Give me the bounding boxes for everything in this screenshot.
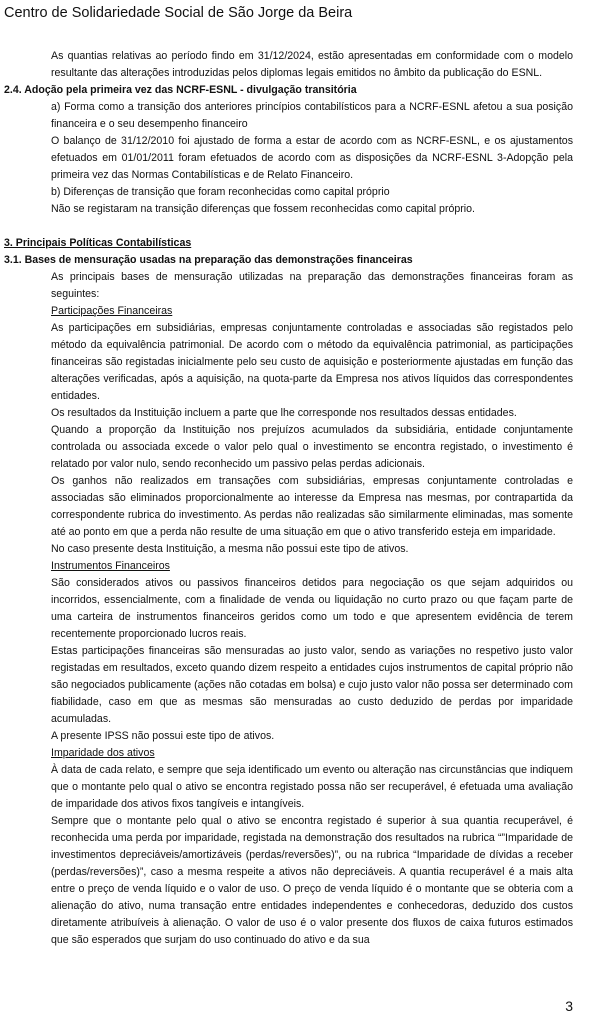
- intro-paragraph: As quantias relativas ao período findo em 31/12/2024, estão apresentadas em conformidade com o modelo resultante das alterações introduzidas pelos diplomas legais emitidos no âmbito da publicação do ESNL.: [51, 50, 573, 79]
- section-3-1-heading: 3.1. Bases de mensuração usadas na preparação das demonstrações financeiras: [4, 254, 413, 266]
- participacoes-paragraph-1: As participações em subsidiárias, empresas conjuntamente controladas e associadas são registados pelo método da equivalência patrimonial. De acordo com o método da equivalência patrimonial, as participações financeiras são registadas inicialmente pelo seu custo de aquisição e posteriormente ajustadas em função das alterações verificadas, após a aquisição, na quota-parte da Empresa nos ativos líquidos das correspondentes entidades.: [51, 322, 573, 402]
- instrumentos-paragraph-2: Estas participações financeiras são mensuradas ao justo valor, sendo as variações no respetivo justo valor registadas em resultados, exceto quando dizem respeito a entidades cujos instrumentos de capital próprio não são negociados publicamente (ações não cotadas em bolsa) e cujo justo valor não possa ser determinado com fiabilidade, caso em que as mesmas são mensuradas ao custo deduzido de perdas por imparidade acumuladas.: [51, 645, 573, 725]
- subheading-instrumentos: Instrumentos Financeiros: [51, 560, 170, 572]
- section-2-4-heading: 2.4. Adoção pela primeira vez das NCRF-ESNL - divulgação transitória: [4, 84, 357, 96]
- subheading-imparidade: Imparidade dos ativos: [51, 747, 155, 759]
- participacoes-paragraph-2: Os resultados da Instituição incluem a parte que lhe corresponde nos resultados dessas entidades.: [51, 407, 517, 419]
- transition-paragraph-a: a) Forma como a transição dos anteriores princípios contabilísticos para a NCRF-ESNL afetou a sua posição financeira e o seu desempenho financeiro: [51, 101, 573, 130]
- participacoes-paragraph-5: No caso presente desta Instituição, a mesma não possui este tipo de ativos.: [51, 543, 409, 555]
- subheading-participacoes: Participações Financeiras: [51, 305, 173, 317]
- page-header-title: Centro de Solidariedade Social de São Jorge da Beira: [4, 5, 353, 21]
- section-spacer: [0, 218, 596, 235]
- no-differences-paragraph: Não se registaram na transição diferenças que fossem reconhecidas como capital próprio.: [51, 203, 475, 215]
- intro-block: [51, 48, 573, 82]
- section-3-heading: 3. Principais Políticas Contabilísticas: [4, 237, 192, 249]
- participacoes-paragraph-4: Os ganhos não realizados em transações com subsidiárias, empresas conjuntamente controladas e associadas são eliminados proporcionalmente ao interesse da Empresa nas mesmas, por contrapartida da correspondente rubrica do investimento. As perdas não realizadas são similarmente eliminadas, mas somente até ao ponto em que a perda não resulte de uma situação em que o ativo transferido esteja em imparidade.: [51, 475, 573, 538]
- section-2-4-body: [51, 99, 573, 218]
- imparidade-paragraph-1: À data de cada relato, e sempre que seja identificado um evento ou alteração nas circunstâncias que indiquem que o montante pelo qual o ativo se encontra registado possa não ser recuperável, é efetuada uma avaliação de imparidade dos ativos fixos tangíveis e intangíveis.: [51, 764, 573, 810]
- transition-paragraph-b: b) Diferenças de transição que foram reconhecidas como capital próprio: [51, 186, 390, 198]
- imparidade-paragraph-2: Sempre que o montante pelo qual o ativo se encontra registado é superior à sua quantia recuperável, é reconhecida uma perda por imparidade, registada na demonstração dos resultados na rubrica “”Imparidade de investimentos depreciáveis/amortizáveis (perdas/reversões)”, ou na rubrica “Imparidade de dívidas a receber (perdas/reversões)”, caso a mesma respeite a ativos não depreciáveis. A quantia recuperável é a mais alta entre o preço de venda líquido e o valor de uso. O preço de venda líquido é o montante que se obteria com a alienação do ativo, numa transação entre entidades independentes e conhecedoras, deduzido dos custos diretamente atribuíveis à alienação. O valor de uso é o valor presente dos fluxos de caixa futuros estimados que são esperados que surjam do uso continuado do ativo e da sua: [51, 815, 573, 946]
- instrumentos-paragraph-3: A presente IPSS não possui este tipo de ativos.: [51, 730, 275, 742]
- measurement-intro: As principais bases de mensuração utilizadas na preparação das demonstrações financeiras foram as seguintes:: [51, 271, 573, 300]
- instrumentos-paragraph-1: São considerados ativos ou passivos financeiros detidos para negociação os que sejam adquiridos ou incorridos, essencialmente, com a finalidade de venda ou liquidação no curto prazo ou que façam parte de uma carteira de instrumentos financeiros geridos como um todo e que apresentem evidência de terem recentemente proporcionado lucros reais.: [51, 577, 573, 640]
- participacoes-paragraph-3: Quando a proporção da Instituição nos prejuízos acumulados da subsidiária, entidade conjuntamente controlada ou associada excede o valor pelo qual o investimento se encontra registado, o investimento é relatado por valor nulo, sendo reconhecido um passivo pelas perdas adicionais.: [51, 424, 573, 470]
- document-body: [0, 48, 596, 949]
- section-3-1-body: [51, 269, 573, 949]
- page-number: 3: [565, 998, 573, 1014]
- balance-adjustment-paragraph: O balanço de 31/12/2010 foi ajustado de forma a estar de acordo com as NCRF-ESNL, e os ajustamentos efetuados em 01/01/2011 foram efetuados de acordo com as disposições da NCRF-ESNL 3-Adopção pela primeira vez das Normas Contabilísticas e de Relato Financeiro.: [51, 135, 573, 181]
